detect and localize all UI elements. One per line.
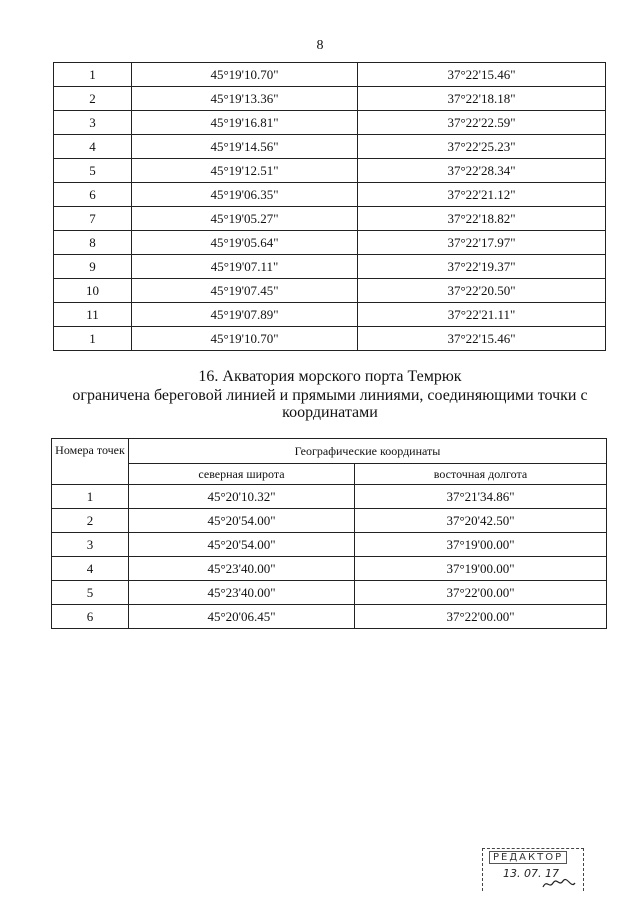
point-number-cell: 3 [54,111,132,135]
table-row [52,485,607,509]
longitude-cell: 37°20'42.50" [355,509,607,533]
longitude-cell: 37°22'21.11" [358,303,606,327]
header-geo-coords: Географические координаты [129,439,607,464]
point-number-cell: 4 [52,557,129,581]
point-number-cell: 5 [52,581,129,605]
longitude-cell: 37°21'34.86" [355,485,607,509]
point-number-cell: 1 [52,485,129,509]
longitude-cell: 37°19'00.00" [355,533,607,557]
point-number-cell: 8 [54,231,132,255]
section-subtitle-line2: координатами [282,404,378,421]
header-point-numbers: Номера точек [52,439,129,485]
latitude-cell: 45°19'07.89" [132,303,358,327]
latitude-cell: 45°19'07.11" [132,255,358,279]
table-row [52,605,607,629]
point-number-cell: 2 [52,509,129,533]
point-number-cell: 1 [54,327,132,351]
stamp-date: 13. 07. 17 [503,867,559,880]
latitude-cell: 45°23'40.00" [129,557,355,581]
table-row [52,509,607,533]
latitude-cell: 45°19'10.70" [132,63,358,87]
table-row [54,255,606,279]
longitude-cell: 37°22'21.12" [358,183,606,207]
latitude-cell: 45°19'06.35" [132,183,358,207]
page-number: 8 [316,38,324,53]
point-number-cell: 4 [54,135,132,159]
longitude-cell: 37°22'28.34" [358,159,606,183]
point-number-cell: 7 [54,207,132,231]
table-row [54,279,606,303]
longitude-cell: 37°22'15.46" [358,63,606,87]
longitude-cell: 37°22'00.00" [355,605,607,629]
point-number-cell: 3 [52,533,129,557]
table-row [52,533,607,557]
table-row [52,581,607,605]
latitude-cell: 45°19'07.45" [132,279,358,303]
table-row [52,557,607,581]
longitude-cell: 37°22'25.23" [358,135,606,159]
table-row [54,303,606,327]
table-row [54,183,606,207]
longitude-cell: 37°22'15.46" [358,327,606,351]
stamp-title: РЕДАКТОР [489,851,567,864]
latitude-cell: 45°19'14.56" [132,135,358,159]
point-number-cell: 2 [54,87,132,111]
table-body [54,63,606,351]
table-row [54,207,606,231]
point-number-cell: 9 [54,255,132,279]
latitude-cell: 45°19'10.70" [132,327,358,351]
point-number-cell: 6 [52,605,129,629]
latitude-cell: 45°19'05.64" [132,231,358,255]
table-row [54,159,606,183]
longitude-cell: 37°22'18.18" [358,87,606,111]
longitude-cell: 37°22'20.50" [358,279,606,303]
latitude-cell: 45°19'05.27" [132,207,358,231]
table-row [54,87,606,111]
editor-stamp [482,848,584,891]
latitude-cell: 45°20'10.32" [129,485,355,509]
table-row [54,111,606,135]
section-title: 16. Акватория морского порта Темрюк [198,368,462,385]
table-row [54,63,606,87]
longitude-cell: 37°22'19.37" [358,255,606,279]
point-number-cell: 11 [54,303,132,327]
header-longitude: восточная долгота [355,464,607,485]
section-subtitle-line1: ограничена береговой линией и прямыми линиями, соединяющими точки с [72,387,588,404]
point-number-cell: 6 [54,183,132,207]
longitude-cell: 37°22'18.82" [358,207,606,231]
latitude-cell: 45°23'40.00" [129,581,355,605]
coordinates-table-continued [53,62,606,351]
header-latitude: северная широта [129,464,355,485]
port-coordinates-table [51,438,607,629]
point-number-cell: 5 [54,159,132,183]
point-number-cell: 10 [54,279,132,303]
latitude-cell: 45°19'13.36" [132,87,358,111]
longitude-cell: 37°19'00.00" [355,557,607,581]
longitude-cell: 37°22'00.00" [355,581,607,605]
table-row [54,135,606,159]
signature-icon [541,877,577,891]
point-number-cell: 1 [54,63,132,87]
table-body [52,485,607,629]
longitude-cell: 37°22'17.97" [358,231,606,255]
latitude-cell: 45°19'12.51" [132,159,358,183]
latitude-cell: 45°20'54.00" [129,509,355,533]
table-row [54,231,606,255]
longitude-cell: 37°22'22.59" [358,111,606,135]
latitude-cell: 45°20'54.00" [129,533,355,557]
table-row [54,327,606,351]
latitude-cell: 45°20'06.45" [129,605,355,629]
latitude-cell: 45°19'16.81" [132,111,358,135]
